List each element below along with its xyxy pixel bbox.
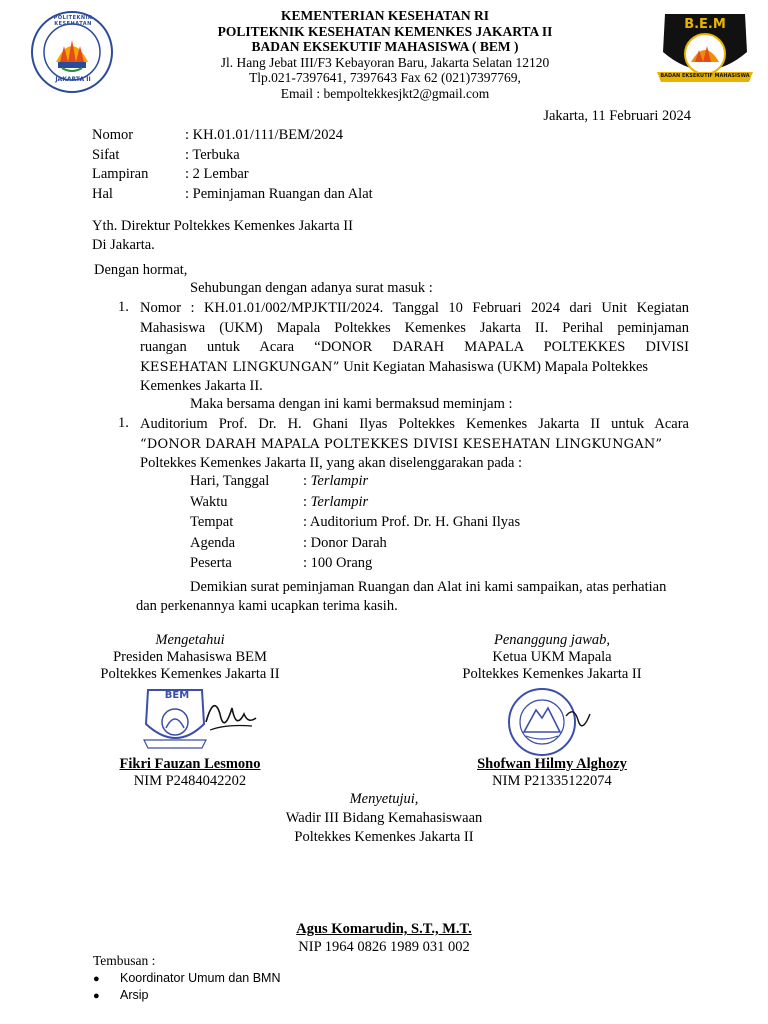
signatory-name: Shofwan Hilmy Alghozy: [477, 756, 627, 772]
recipient-location: Di Jakarta.: [92, 237, 155, 253]
bem-logo-banner: BADAN EKSEKUTIF MAHASISWA: [660, 73, 750, 79]
recipient-line: Yth. Direktur Poltekkes Kemenkes Jakarta II: [92, 218, 353, 234]
signature-caption: Penanggung jawab,: [494, 632, 610, 648]
bem-logo-title: B.E.M: [684, 17, 726, 32]
detail-label: Waktu: [190, 493, 228, 510]
item-line: Poltekkes Kemenkes Jakarta II, yang akan diselenggarakan pada :: [140, 455, 523, 471]
meta-row: [92, 127, 492, 147]
signature-role: Poltekkes Kemenkes Jakarta II: [100, 666, 280, 682]
detail-row: [190, 494, 610, 515]
list-item: ● Koordinator Umum dan BMN: [120, 970, 280, 987]
carbon-copy-title: Tembusan :: [93, 953, 156, 968]
meta-row: [92, 147, 492, 167]
detail-row: [190, 473, 610, 494]
event-details: [190, 473, 610, 576]
detail-row: [190, 535, 610, 556]
email: Email : bempoltekkesjkt2@gmail.com: [280, 86, 490, 101]
signature-left-name: [70, 756, 310, 790]
phone-fax: Tlp.021-7397641, 7397643 Fax 62 (021)7397769,: [249, 70, 521, 85]
event-name: “DONOR DARAH MAPALA POLTEKKES DIVISI KESEHATAN LINGKUNGAN”: [140, 436, 663, 452]
signatory-nim: NIM P21335122074: [492, 773, 612, 789]
meta-value: : 2 Lembar: [185, 166, 249, 182]
meta-label: Hal: [92, 185, 113, 202]
meta-value: : KH.01.01/111/BEM/2024: [185, 127, 344, 143]
detail-row: [190, 555, 610, 576]
meta-value: : Peminjaman Ruangan dan Alat: [185, 185, 373, 202]
meta-label: Nomor: [92, 127, 134, 143]
item-line: Kemenkes Jakarta II.: [140, 378, 263, 394]
signature-role: Poltekkes Kemenkes Jakarta II: [462, 666, 642, 682]
list-item: ● Arsip: [120, 987, 280, 1004]
detail-value: : Terlampir: [303, 473, 369, 489]
detail-value: : Terlampir: [303, 493, 369, 510]
letter-date: Jakarta, 11 Februari 2024: [543, 108, 691, 124]
ministry-name: KEMENTERIAN KESEHATAN RI: [280, 8, 490, 23]
intent-text: Maka bersama dengan ini kami bermaksud meminjam :: [190, 396, 513, 412]
stamp-text: BEM: [164, 690, 190, 701]
meta-row: [92, 186, 492, 206]
signatory-name: Agus Komarudin, S.T., M.T.: [296, 921, 472, 937]
signature-center-name: [264, 920, 504, 956]
signature-left: [70, 632, 310, 683]
closing-line: dan perkenannya kami ucapkan terima kasih.: [136, 598, 398, 614]
mapala-stamp: [500, 686, 600, 758]
closing-line: Demikian surat peminjaman Ruangan dan Alat ini kami sampaikan, atas perhatian: [190, 579, 667, 595]
meta-value: : Terbuka: [185, 146, 240, 163]
item-number: 1.: [118, 299, 129, 315]
detail-label: Agenda: [190, 534, 236, 551]
meta-label: Sifat: [92, 146, 120, 163]
signature-caption: Menyetujui,: [349, 791, 419, 807]
signature-role: Wadir III Bidang Kemahasiswaan: [285, 810, 483, 826]
item-number: 1.: [118, 415, 129, 431]
item-line: Nomor : KH.01.01/002/MPJKTII/2024. Tanggal 10 Februari 2024 dari Unit Kegiatan: [140, 300, 689, 316]
intro-text: Sehubungan dengan adanya surat masuk :: [190, 280, 433, 296]
event-name: KESEHATAN LINGKUNGAN”: [140, 359, 340, 375]
item-line: Mahasiswa (UKM) Mapala Poltekkes Kemenkes Jakarta II. Perihal peminjaman: [140, 319, 689, 336]
organization-name: BADAN EKSEKUTIF MAHASISWA ( BEM ): [251, 39, 519, 54]
detail-value: : Donor Darah: [303, 534, 387, 551]
address: Jl. Hang Jebat III/F3 Kebayoran Baru, Jakarta Selatan 12120: [220, 55, 550, 70]
meta-label: Lampiran: [92, 166, 149, 182]
signatory-name: Fikri Fauzan Lesmono: [119, 756, 261, 772]
logo-text-top: POLITEKNIK KESEHATAN: [53, 15, 93, 27]
signature-role: Presiden Mahasiswa BEM: [113, 649, 267, 665]
detail-label: Peserta: [190, 555, 232, 571]
incoming-letter-item: [140, 299, 689, 397]
detail-label: Hari, Tanggal: [190, 473, 270, 489]
signature-caption: Mengetahui: [155, 632, 225, 648]
signature-role: Poltekkes Kemenkes Jakarta II: [294, 829, 474, 845]
item-line-rest: Unit Kegiatan Mahasiswa (UKM) Mapala Poltekkes: [339, 358, 649, 375]
item-line: Auditorium Prof. Dr. H. Ghani Ilyas Poltekkes Kemenkes Jakarta II untuk Acara: [140, 416, 689, 432]
loan-request-item: [140, 415, 689, 474]
greeting: Dengan hormat,: [94, 262, 188, 278]
signatory-nip: NIP 1964 0826 1989 031 002: [298, 939, 470, 955]
carbon-copy-list: [120, 970, 280, 1004]
signature-role: Ketua UKM Mapala: [492, 649, 612, 665]
signatory-nim: NIM P2484042202: [133, 773, 247, 789]
signature-right-name: [432, 756, 672, 790]
detail-value: : Auditorium Prof. Dr. H. Ghani Ilyas: [303, 514, 521, 530]
detail-value: : 100 Orang: [303, 555, 373, 571]
logo-text-bottom: JAKARTA II: [55, 76, 91, 83]
institution-name: POLITEKNIK KESEHATAN KEMENKES JAKARTA II: [217, 24, 553, 39]
item-line: ruangan untuk Acara “DONOR DARAH MAPALA POLTEKKES DIVISI: [140, 339, 689, 355]
letter-meta: [92, 127, 492, 205]
signature-right: [432, 632, 672, 683]
signature-center: [264, 790, 504, 847]
item-line: [140, 358, 689, 378]
detail-label: Tempat: [190, 514, 234, 530]
detail-row: [190, 514, 610, 535]
carbon-copy: [93, 953, 155, 969]
meta-row: [92, 166, 492, 186]
